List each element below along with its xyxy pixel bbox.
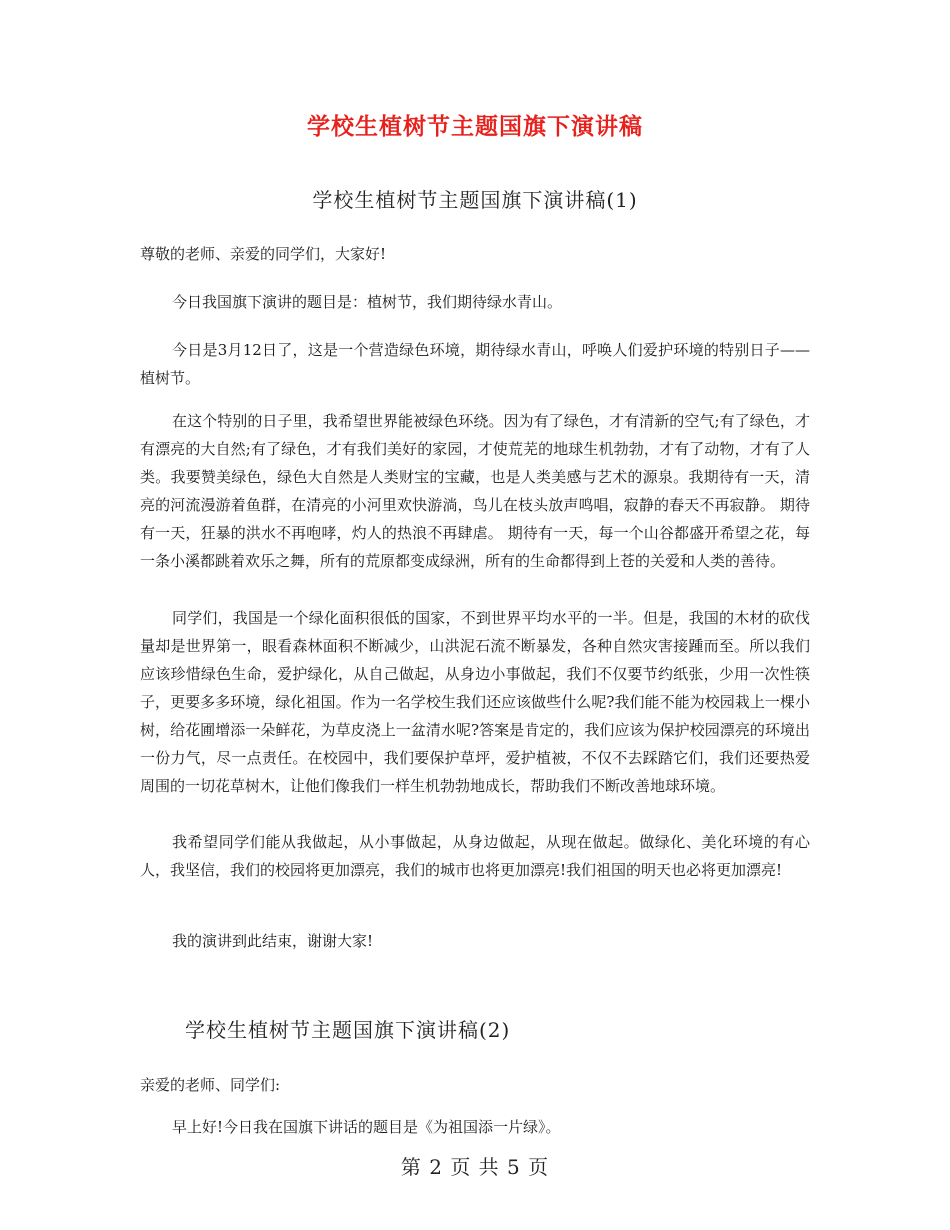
speech-2-paragraph: 早上好!今日我在国旗下讲话的题目是《为祖国添一片绿》。 [172, 1118, 561, 1136]
document-title: 学校生植树节主题国旗下演讲稿 [307, 114, 643, 140]
speech-1-paragraph: 我希望同学们能从我做起，从小事做起，从身边做起，从现在做起。做绿化、美化环境的有心人，我坚信，我们的校园将更加漂亮，我们的城市也将更加漂亮!我们祖国的明天也必将更加漂亮! [140, 833, 810, 879]
speech-1-greeting: 尊敬的老师、亲爱的同学们，大家好! [140, 245, 387, 263]
speech-1-paragraph: 今日我国旗下演讲的题目是：植树节，我们期待绿水青山。 [172, 293, 563, 311]
speech-2-greeting: 亲爱的老师、同学们: [140, 1076, 281, 1094]
speech-2-heading: 学校生植树节主题国旗下演讲稿(2) [185, 1018, 511, 1042]
speech-1-paragraph: 今日是3月12日了，这是一个营造绿色环境，期待绿水青山，呼唤人们爱护环境的特别日子——植树节。 [140, 341, 810, 387]
speech-1-heading: 学校生植树节主题国旗下演讲稿(1) [312, 188, 638, 212]
speech-1-closing: 我的演讲到此结束，谢谢大家! [172, 932, 374, 950]
speech-1-paragraph: 同学们，我国是一个绿化面积很低的国家，不到世界平均水平的一半。但是，我国的木材的砍伐量却是世界第一，眼看森林面积不断减少，山洪泥石流不断暴发，各种自然灾害接踵而至。所以我们应该珍惜绿色生命，爱护绿化，从自己做起，从身边小事做起，我们不仅要节约纸张，少用一次性筷子，更要多多环境，绿化祖国。作为一名学校生我们还应该做些什么呢?我们能不能为校园栽上一棵小树，给花圃增添一朵鲜花，为草皮浇上一盆清水呢?答案是肯定的，我们应该为保护校园漂亮的环境出一份力气，尽一点责任。在校园中，我们要保护草坪，爱护植被，不仅不去踩踏它们，我们还要热爱周围的一切花草树木，让他们像我们一样生机勃勃地成长，帮助我们不断改善地球环境。 [140, 609, 810, 795]
page-number-footer: 第 2 页 共 5 页 [400, 1155, 550, 1179]
speech-1-paragraph: 在这个特别的日子里，我希望世界能被绿色环绕。因为有了绿色，才有清新的空气;有了绿色，才有漂亮的大自然;有了绿色，才有我们美好的家园，才使荒芜的地球生机勃勃，才有了动物，才有了人类。我要赞美绿色，绿色大自然是人类财宝的宝藏，也是人类美感与艺术的源泉。我期待有一天，清亮的河流漫游着鱼群，在清亮的小河里欢快游淌，鸟儿在枝头放声鸣唱，寂静的春天不再寂静。 期待有一天，狂暴的洪水不再咆哮，灼人的热浪不再肆虐。 期待有一天，每一个山谷都盛开希望之花，每一条小溪都跳着欢乐之舞，所有的荒原都变成绿洲，所有的生命都得到上苍的关爱和人类的善待。 [140, 412, 810, 570]
